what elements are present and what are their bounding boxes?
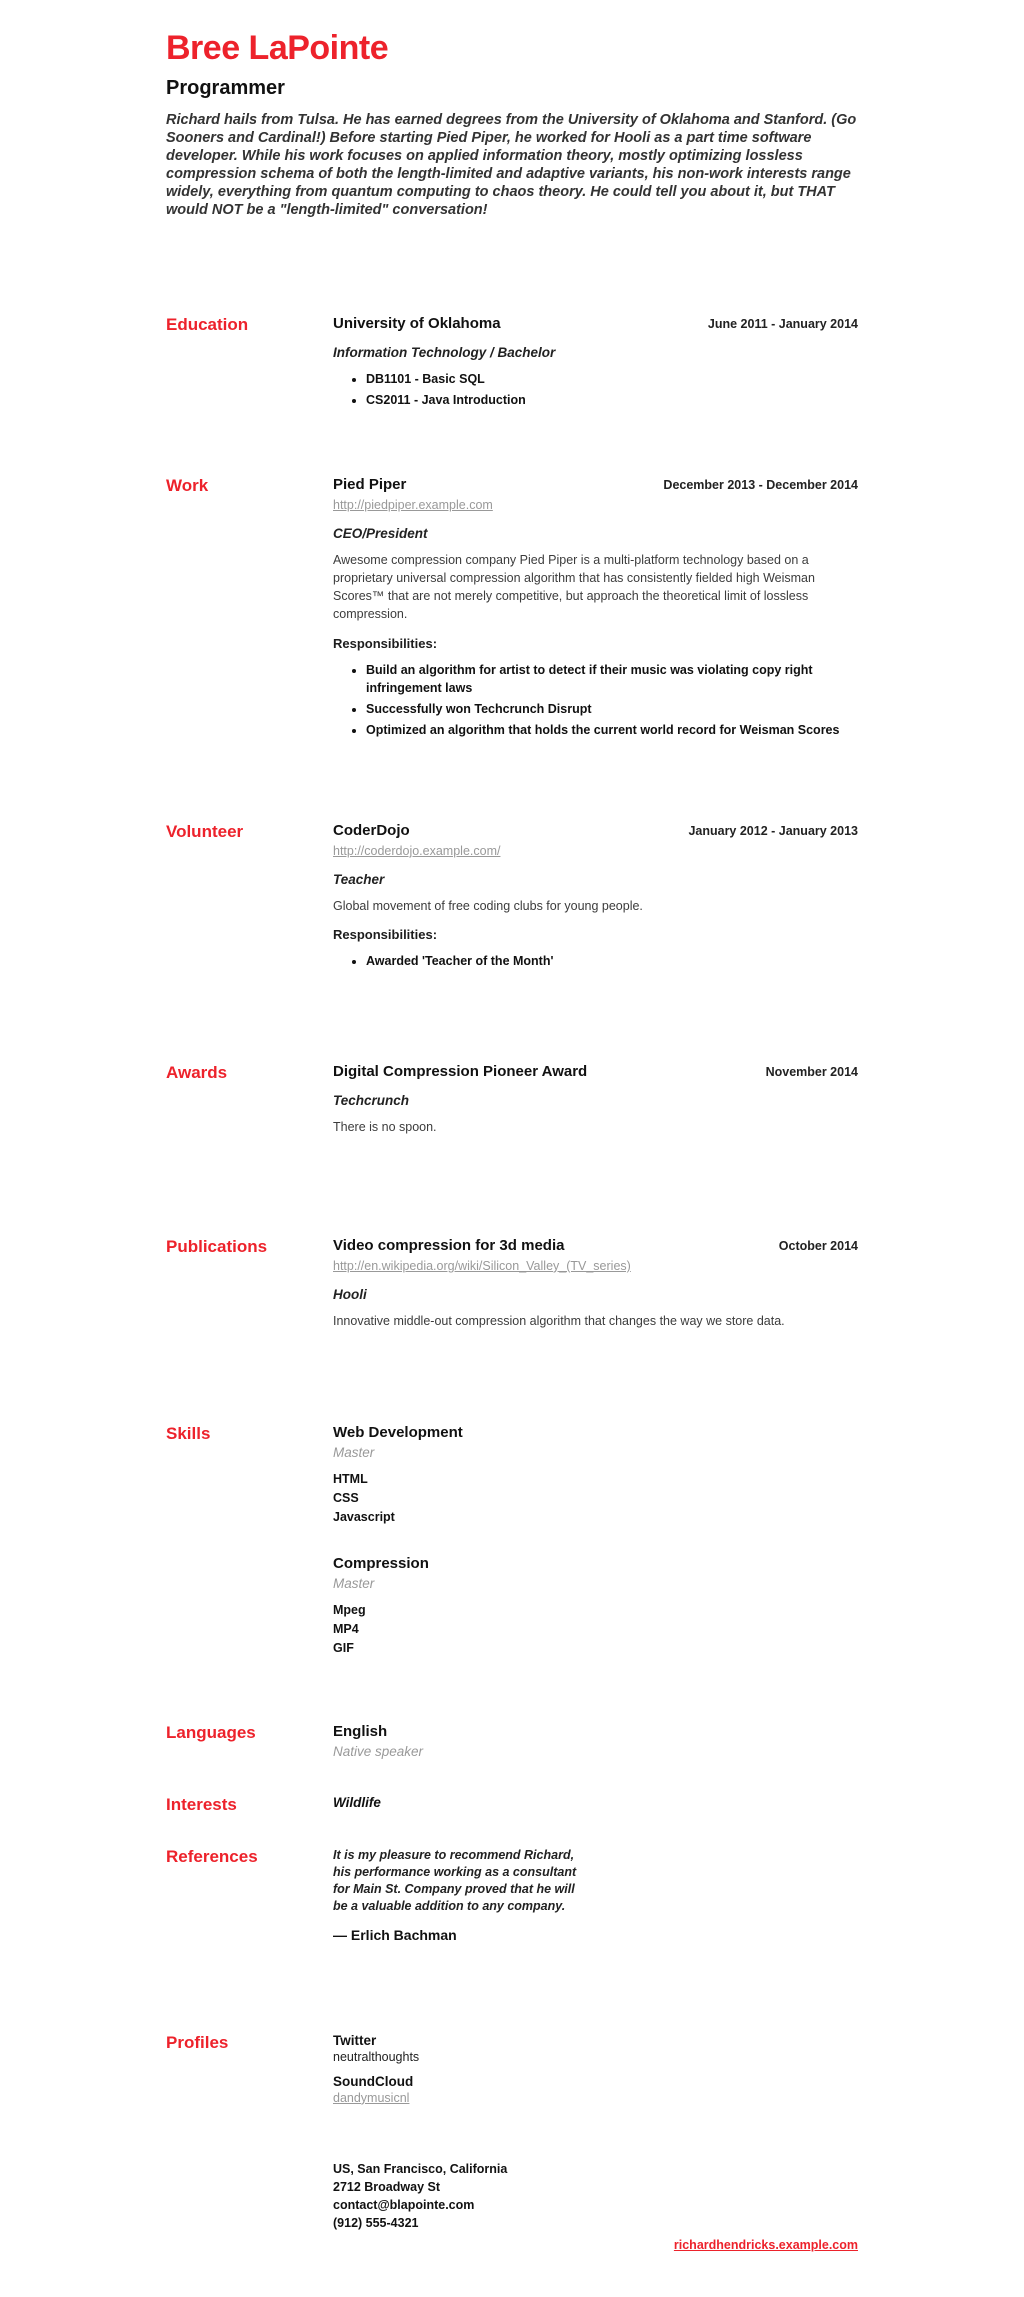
section-label-interests: Interests (166, 1795, 237, 1815)
interests-content (333, 1795, 858, 1810)
section-languages (166, 1723, 858, 1759)
skill-keyword: MP4 (333, 1622, 359, 1637)
award-summary: There is no spoon. (333, 1120, 437, 1135)
section-awards (166, 1063, 858, 1149)
publication-summary: Innovative middle-out compression algorithm that changes the way we store data. (333, 1313, 785, 1328)
skill-name: Compression (333, 1555, 429, 1573)
section-label-languages: Languages (166, 1723, 256, 1743)
profile-network: Twitter (333, 2032, 377, 2048)
skill-keyword: Javascript (333, 1510, 395, 1525)
work-highlight: • Successfully won Techcrunch Disrupt (366, 700, 858, 718)
section-label-skills: Skills (166, 1424, 211, 1444)
award-awarder: Techcrunch (333, 1093, 410, 1109)
volunteer-summary: Global movement of free coding clubs for young people. (333, 898, 643, 913)
education-institution: University of Oklahoma (333, 315, 501, 333)
skill-level: Master (333, 1576, 375, 1592)
profile-username-link[interactable]: dandymusicnl (333, 2090, 410, 2105)
publication-date: October 2014 (778, 1238, 858, 1253)
work-highlight: • Build an algorithm for artist to detect if their music was violating copy right infringement laws (366, 661, 858, 697)
contact-address: 2712 Broadway St (333, 2179, 440, 2194)
volunteer-content (333, 822, 858, 974)
section-education (166, 315, 858, 412)
section-profiles (166, 2033, 858, 2117)
volunteer-date-range: January 2012 - January 2013 (688, 823, 858, 838)
contact-location: US, San Francisco, California (333, 2161, 508, 2176)
profile-network: SoundCloud (333, 2073, 414, 2089)
resume-header (166, 30, 858, 219)
person-name: Bree LaPointe (166, 29, 389, 67)
section-label-awards: Awards (166, 1063, 228, 1083)
profile-item (333, 2033, 858, 2064)
volunteer-website-link[interactable]: http://coderdojo.example.com/ (333, 843, 501, 858)
volunteer-highlight: • Awarded 'Teacher of the Month' (366, 952, 858, 970)
person-summary: Richard hails from Tulsa. He has earned degrees from the University of Oklahoma and Stanford. (Go Sooners and Cardinal!) Before starting Pied Piper, he worked for Hooli as a part time software developer. While his work focuses on applied information theory, mostly optimizing lossless compression schema of both the length-limited and adaptive variants, his non-work interests range widely, everything from quantum computing to chaos theory. He could tell you about it, but THAT would NOT be a "length-limited" conversation! (166, 112, 857, 219)
publication-name: Video compression for 3d media (333, 1236, 565, 1254)
awards-content (333, 1063, 858, 1149)
course-item: • CS2011 - Java Introduction (366, 391, 858, 409)
section-label-profiles: Profiles (166, 2032, 229, 2052)
section-publications (166, 1237, 858, 1343)
languages-content (333, 1723, 858, 1759)
work-highlight-list (333, 661, 858, 739)
skill-keyword: GIF (333, 1641, 354, 1656)
award-title: Digital Compression Pioneer Award (333, 1063, 588, 1081)
work-date-range: December 2013 - December 2014 (663, 478, 858, 493)
language-fluency: Native speaker (333, 1744, 424, 1760)
references-content (333, 1847, 858, 1943)
language-name: English (333, 1723, 388, 1741)
section-volunteer (166, 822, 858, 974)
course-item: • DB1101 - Basic SQL (366, 370, 858, 388)
volunteer-responsibilities-label: Responsibilities: (333, 927, 438, 943)
work-head-row (333, 476, 858, 494)
education-course-list (333, 370, 858, 409)
resume-page (166, 0, 858, 2297)
footer (166, 2236, 858, 2254)
profiles-content (333, 2033, 858, 2117)
footer-website-link[interactable]: richardhendricks.example.com (673, 2237, 858, 2252)
volunteer-highlight-list (333, 952, 858, 970)
reference-name: — Erlich Bachman (333, 1926, 457, 1943)
publication-publisher: Hooli (333, 1286, 367, 1302)
publication-website-link[interactable]: http://en.wikipedia.org/wiki/Silicon_Valley_(TV_series) (333, 1258, 631, 1273)
contact-phone: (912) 555-4321 (333, 2215, 419, 2230)
awards-head-row (333, 1063, 858, 1081)
education-date-range: June 2011 - January 2014 (707, 317, 858, 332)
reference-quote: It is my pleasure to recommend Richard, his performance working as a consultant for Main St. Company proved that he will be a valuable addition to any company. (333, 1847, 577, 1913)
work-position: CEO/President (333, 526, 428, 542)
education-content (333, 315, 858, 412)
skills-content (333, 1424, 858, 1658)
section-work (166, 476, 858, 742)
skill-name: Web Development (333, 1424, 463, 1442)
skill-block (333, 1424, 858, 1527)
interest-name: Wildlife (333, 1795, 381, 1811)
education-degree: Information Technology / Bachelor (333, 345, 556, 361)
contact-block (333, 2160, 858, 2232)
section-label-volunteer: Volunteer (166, 821, 244, 841)
skill-keyword-list (333, 1601, 858, 1658)
skill-keyword: CSS (333, 1491, 359, 1506)
work-summary: Awesome compression company Pied Piper is a multi-platform technology based on a proprietary universal compression algorithm that has consistently fielded high Weisman Scores™ that are not merely competitive, but approach the theoretical limit of lossless compression. (333, 553, 815, 622)
section-references (166, 1847, 858, 1943)
skill-keyword: HTML (333, 1472, 368, 1487)
section-label-education: Education (166, 315, 249, 335)
section-interests (166, 1795, 858, 1815)
person-job-title: Programmer (166, 77, 285, 100)
section-skills (166, 1424, 858, 1658)
skill-keyword-list (333, 1470, 858, 1527)
contact-email: contact@blapointe.com (333, 2197, 475, 2212)
section-label-publications: Publications (166, 1236, 268, 1256)
profile-item (333, 2074, 858, 2107)
work-company: Pied Piper (333, 476, 407, 494)
education-head-row (333, 315, 858, 333)
volunteer-position: Teacher (333, 871, 385, 887)
profile-username: neutralthoughts (333, 2049, 420, 2064)
publications-head-row (333, 1237, 858, 1255)
section-label-references: References (166, 1846, 258, 1866)
skill-level: Master (333, 1445, 375, 1461)
skill-keyword: Mpeg (333, 1603, 366, 1618)
volunteer-organization: CoderDojo (333, 821, 410, 839)
award-date: November 2014 (765, 1065, 858, 1080)
publications-content (333, 1237, 858, 1343)
work-responsibilities-label: Responsibilities: (333, 635, 438, 651)
section-label-work: Work (166, 476, 209, 496)
volunteer-head-row (333, 822, 858, 840)
skill-block (333, 1555, 858, 1658)
work-website-link[interactable]: http://piedpiper.example.com (333, 498, 493, 513)
work-highlight: • Optimized an algorithm that holds the current world record for Weisman Scores (366, 721, 858, 739)
work-content (333, 476, 858, 742)
